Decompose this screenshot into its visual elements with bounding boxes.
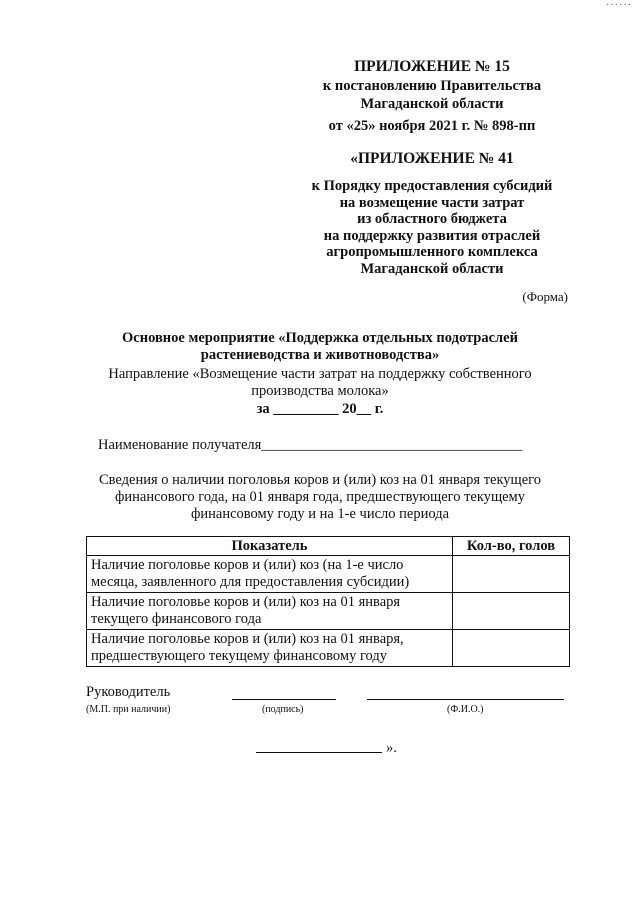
main-title-line2: растениеводства и животноводства» (200, 347, 440, 363)
indicator-line: Наличие поголовье коров и (или) коз на 01 января (91, 594, 401, 610)
table-row (87, 630, 570, 667)
annex41-line: агропромышленного комплекса (326, 244, 538, 260)
quantity-cell[interactable] (453, 630, 570, 667)
direction-line2: производства молока» (251, 383, 389, 399)
annex41-line: на возмещение части затрат (339, 194, 525, 211)
annex41-line: к Порядку предоставления субсидий (311, 178, 553, 194)
annex15-line1: к постановлению Правительства (322, 78, 542, 94)
period-line: за _________ 20__ г. (256, 401, 384, 417)
stamp-note: (М.П. при наличии) (86, 704, 171, 715)
annex41-title: «ПРИЛОЖЕНИЕ № 41 (350, 150, 514, 167)
recipient-line: Наименование получателя____________________________________ (98, 437, 523, 453)
indicator-cell (87, 593, 453, 630)
date-line[interactable] (256, 752, 382, 753)
indicator-line: Наличие поголовье коров и (или) коз (на 1-е число (91, 557, 404, 573)
info-line3: финансовому году и на 1-е число периода (190, 506, 450, 522)
table-row (87, 593, 570, 630)
fio-line[interactable] (367, 699, 564, 700)
annex41-line: Магаданской области (360, 260, 504, 277)
indicator-line: текущего финансового года (91, 611, 262, 627)
info-text (70, 472, 570, 523)
indicator-line: месяца, заявленного для предоставления субсидии) (91, 574, 410, 590)
quantity-cell[interactable] (453, 556, 570, 593)
header-quantity: Кол-во, голов (453, 537, 570, 556)
annex41-block (300, 178, 564, 277)
signature-line[interactable] (232, 699, 336, 700)
annex41-line: из областного бюджета (357, 211, 507, 227)
main-title-line1: Основное мероприятие «Поддержка отдельных подотраслей (122, 330, 518, 346)
indicator-cell (87, 630, 453, 667)
main-title (70, 330, 570, 364)
info-line2: финансового года, на 01 января года, предшествующего текущему (115, 489, 525, 505)
table-header-row (87, 537, 570, 556)
indicator-line: предшествующего текущему финансовому году (91, 648, 387, 664)
direction (70, 366, 570, 400)
indicator-cell (87, 556, 453, 593)
corner-mark: ······ (606, 0, 632, 11)
annex15-title: ПРИЛОЖЕНИЕ № 15 (354, 58, 510, 75)
quantity-cell[interactable] (453, 593, 570, 630)
direction-line1: Направление «Возмещение части затрат на поддержку собственного (108, 366, 532, 382)
indicator-line: Наличие поголовье коров и (или) коз на 01 января, (91, 631, 404, 647)
info-line1: Сведения о наличии поголовья коров и (или) коз на 01 января текущего (98, 472, 541, 488)
table-row (87, 556, 570, 593)
annex15-line2: Магаданской области (360, 96, 504, 112)
annex41-line: на поддержку развития отраслей (323, 227, 541, 244)
form-label: (Форма) (522, 289, 568, 304)
header-indicator: Показатель (87, 537, 453, 556)
head-label: Руководитель (86, 684, 171, 700)
closing-quote: ». (386, 740, 397, 756)
fio-caption: (Ф.И.О.) (447, 704, 484, 715)
signature-caption: (подпись) (262, 704, 304, 715)
indicators-table (86, 536, 570, 667)
annex15-line3: от «25» ноября 2021 г. № 898-пп (328, 118, 536, 134)
